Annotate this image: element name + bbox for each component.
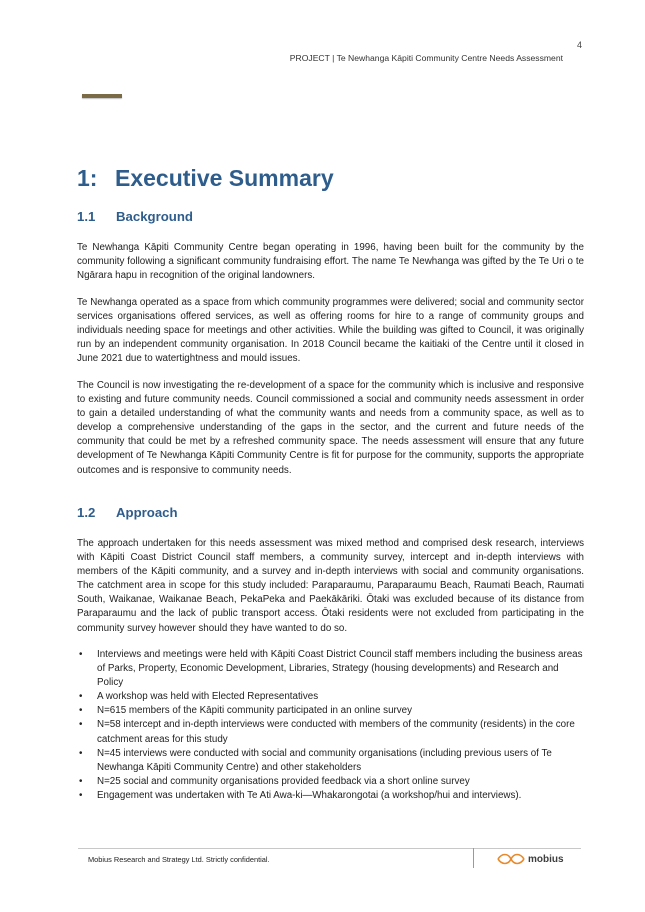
list-item-text: Interviews and meetings were held with Kāpiti Coast District Council staff members including the business areas of Parks, Property, Economic Development, Libraries, Strategy (housing developments) and Research and Policy [97, 649, 583, 689]
subsection-title: Approach [116, 505, 178, 520]
list-item [77, 704, 584, 718]
list-item-text: N=45 interviews were conducted with social and community organisations (including previous users of Te Newhanga Kāpiti Community Centre) and other stakeholders [97, 747, 552, 773]
bullet-icon: • [79, 747, 83, 759]
footer-divider [78, 848, 581, 849]
subsection-heading-approach [77, 505, 178, 520]
list-item-text: N=615 members of the Kāpiti community participated in an online survey [97, 705, 413, 717]
list-item [77, 747, 584, 775]
background-paragraph-2: Te Newhanga operated as a space from which community programmes were delivered; social and community sector services organisations offered services, as well as offering rooms for hire to a range of community groups and individuals needing space for meetings and other activities. While the building was gifted to Council, it was originally run by an independent community organisation. In 2018 Council became the kaitiaki of the Centre until it closed in June 2021 due to watertightness and mould issues. [77, 297, 584, 365]
bullet-icon: • [79, 691, 83, 703]
bullet-icon: • [79, 775, 83, 787]
subsection-number: 1.1 [77, 209, 96, 224]
running-header: PROJECT | Te Newhanga Kāpiti Community Centre Needs Assessment [289, 53, 563, 63]
list-item [77, 690, 584, 704]
list-item [77, 718, 584, 746]
section-number: 1: [77, 165, 98, 191]
list-item-text: N=58 intercept and in-depth interviews were conducted with members of the community (residents) in the core catchment areas for this study [97, 719, 575, 745]
list-item-text: A workshop was held with Elected Representatives [97, 691, 319, 703]
background-paragraph-1: Te Newhanga Kāpiti Community Centre began operating in 1996, having been built for the community by the community following a significant community fundraising effort. The name Te Newhanga was gifted by the Te Uri o te Ngārara hapu in recognition of the original landowners. [77, 242, 584, 282]
bullet-icon: • [79, 789, 83, 801]
list-item [77, 648, 584, 690]
list-item-text: N=25 social and community organisations provided feedback via a short online survey [97, 775, 470, 787]
approach-bullet-list [77, 648, 584, 803]
section-heading-executive-summary [77, 165, 334, 192]
approach-paragraph: The approach undertaken for this needs assessment was mixed method and comprised desk research, interviews with Kāpiti Coast District Council staff members, a community survey, intercept and in-depth interviews with members of the Kāpiti community, and a survey and in-depth interviews with social and community organisations. The catchment area in scope for this study included: Paraparaumu, Paraparaumu Beach, Raumati Beach, Raumati South, Waikanae, Waikanae Beach, PekaPeka and Paekākāriki. Ōtaki was excluded because of its distance from Paraparaumu and the lack of public transport access. Ōtaki residents were not excluded from participating in the community survey however should they have wanted to do so. [77, 538, 584, 634]
list-item [77, 775, 584, 789]
section-title: Executive Summary [115, 165, 334, 191]
bullet-icon: • [79, 719, 83, 731]
mobius-loop-icon [496, 853, 526, 865]
subsection-title: Background [116, 209, 193, 224]
footer-confidential-text: Mobius Research and Strategy Ltd. Strictly confidential. [88, 855, 270, 864]
accent-bar [82, 94, 122, 98]
footer-separator [473, 848, 474, 868]
list-item-text: Engagement was undertaken with Te Ati Awa-ki—Whakarongotai (a workshop/hui and interviews). [97, 789, 522, 801]
mobius-logo [496, 852, 564, 866]
bullet-icon: • [79, 705, 83, 717]
subsection-number: 1.2 [77, 505, 96, 520]
bullet-icon: • [79, 649, 83, 660]
background-paragraph-3: The Council is now investigating the re-development of a space for the community which is inclusive and responsive to existing and future community needs. Council commissioned a social and community needs assessment in order to gain a detailed understanding of what the community wants and needs from a community space, as well as to develop a comprehensive understanding of the gaps in the sector, and the current and future needs of the community that could be met by a refreshed community space. The needs assessment will ensure that any future development of Te Newhanga Kāpiti Community Centre is fit for purpose for the community, supports the appropriate outcomes and is responsive to community needs. [77, 380, 584, 476]
page-number: 4 [577, 40, 583, 50]
subsection-heading-background [77, 209, 193, 224]
logo-wordmark: mobius [528, 853, 564, 865]
list-item [77, 789, 584, 803]
